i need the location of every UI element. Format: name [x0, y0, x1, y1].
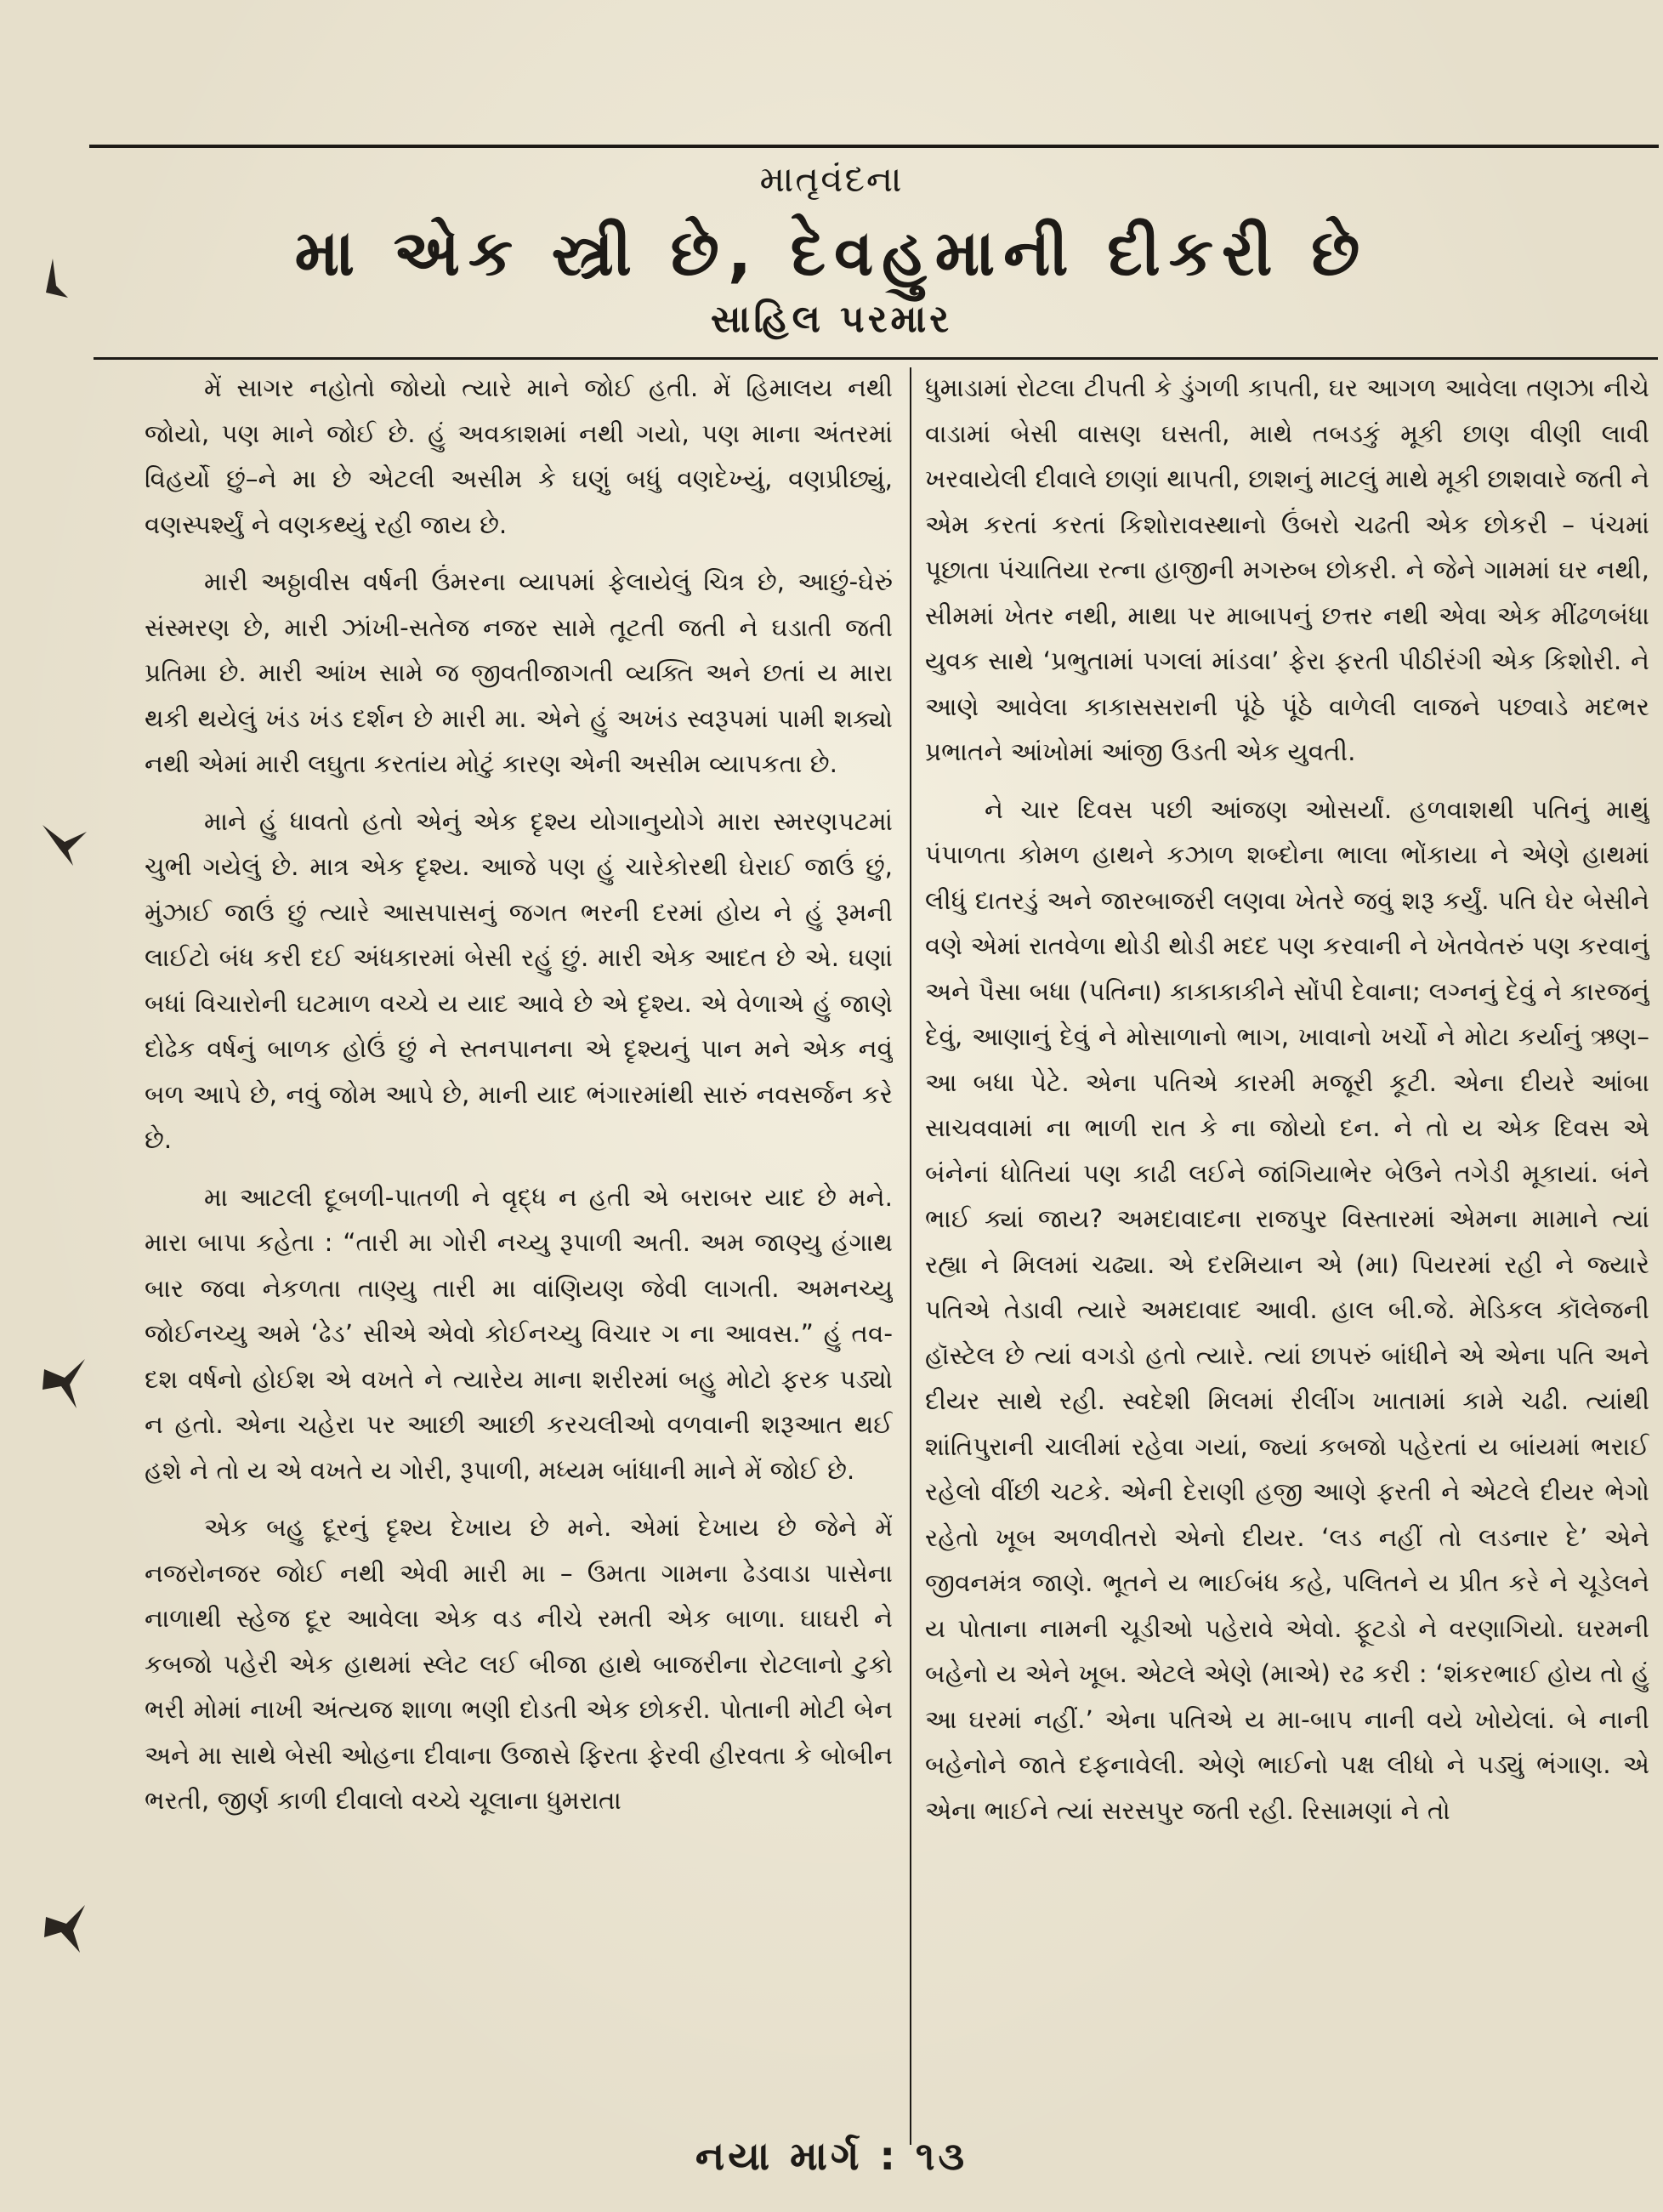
paragraph: ધુમાડામાં રોટલા ટીપતી કે ડુંગળી કાપતી, ઘર આગળ આવેલા તણઝા નીચે વાડામાં બેસી વાસણ ઘસતી, માથે તબડકું મૂકી છાણ વીણી લાવી ખરવાયેલી દીવાલે છાણાં થાપતી, છાશનું માટલું માથે મૂકી છાશવારે જતી ને એમ કરતાં કરતાં કિશોરાવસ્થાનો ઉંબરો ચઢતી એક છોકરી – પંચમાં પૂછાતા પંચાતિયા રત્ના હાજીની મગરુબ છોકરી. ને જેને ગામમાં ઘર નથી, સીમમાં ખેતર નથી, માથા પર માબાપનું છત્તર નથી એવા એક મીંઢળબંધા યુવક સાથે ‘પ્રભુતામાં પગલાં માંડવા’ ફેરા ફરતી પીઠીરંગી એક કિશોરી. ને આણે આવેલા કાકાસસરાની પૂંઠે પૂંઠે વાળેલી લાજને પછવાડે મદભર પ્રભાતને આંખોમાં આંજી ઉડતી એક યુવતી.	[925, 373, 1649, 766]
section-kicker: માતૃવંદના	[759, 158, 904, 200]
binding-tear-mark	[41, 1896, 92, 1965]
header-bottom-rule	[94, 357, 1658, 360]
author-name: સાહિલ પરમાર	[710, 298, 953, 341]
paragraph: ને ચાર દિવસ પછી આંજણ ઓસર્યાં. હળવાશથી પતિનું માથું પંપાળતા કોમળ હાથને કઝાળ શબ્દોના ભાલા ભોંકાયા ને એણે હાથમાં લીધું દાતરડું અને જારબાજરી લણવા ખેતરે જવું શરૂ કર્યું. પતિ ઘેર બેસીને વણે એમાં રાતવેળા થોડી થોડી મદદ પણ કરવાની ને ખેતવેતરું પણ કરવાનું અને પૈસા બધા (પતિના) કાકાકાકીને સોંપી દેવાના; લગ્નનું દેવું ને કારજનું દેવું, આણાનું દેવું ને મોસાળાનો ભાગ, ખાવાનો ખર્ચો ને મોટા કર્યાનું ઋણ–આ બધા પેટે. એના પતિએ કારમી મજૂરી કૂટી. એના દીયરે આંબા સાચવવામાં ના ભાળી રાત કે ના જોયો દન. ને તો ય એક દિવસ એ બંનેનાં ધોતિયાં પણ કાઢી લઈને જાંગિયાભેર બેઉને તગેડી મૂકાયાં. બંને ભાઈ ક્યાં જાય? અમદાવાદના રાજપુર વિસ્તારમાં એમના મામાને ત્યાં રહ્યા ને મિલમાં ચઢ્યા. એ દરમિયાન એ (મા) પિયરમાં રહી ને જ્યારે પતિએ તેડાવી ત્યારે અમદાવાદ આવી. હાલ બી.જે. મેડિકલ કૉલેજની હૉસ્ટેલ છે ત્યાં વગડો હતો ત્યારે. ત્યાં છાપરું બાંધીને એ એના પતિ અને દીયર સાથે રહી. સ્વદેશી મિલમાં રીલીંગ ખાતામાં કામે ચઢી. ત્યાંથી શાંતિપુરાની ચાલીમાં રહેવા ગયાં, જ્યાં કબજો પહેરતાં ય બાંયમાં ભરાઈ રહેલો વીંછી ચટકે. એની દેરાણી હજી આણે ફરતી ને એટલે દીયર ભેગો રહેતો ખૂબ અળવીતરો એનો દીયર. ‘લડ નહીં તો લડનાર દે’ એને જીવનમંત્ર જાણે. ભૂતને ય ભાઈબંધ કહે, પલિતને ય પ્રીત કરે ને ચૂડેલને ય પોતાના નામની ચૂડીઓ પહેરાવે એવો. ફૂટડો ને વરણાગિયો. ઘરમની બહેનો ય એને ખૂબ. એટલે એણે (માએ) રઢ કરી : ‘શંકરભાઈ હોય તો હું આ ઘરમાં નહીં.’ એના પતિએ ય મા-બાપ નાની વયે ખોયેલાં. બે નાની બહેનોને જાતે દફનાવેલી. એણે ભાઈનો પક્ષ લીધો ને પડ્યું ભંગાણ. એ એના ભાઈને ત્યાં સરસપુર જતી રહી. રિસામણાં ને તો	[925, 794, 1649, 1825]
right-column	[925, 366, 1649, 2041]
paragraph: માને હું ધાવતો હતો એનું એક દૃશ્ય યોગાનુયોગે મારા સ્મરણપટમાં ચુભી ગયેલું છે. માત્ર એક દૃશ્ય. આજે પણ હું ચારેકોરથી ઘેરાઈ જાઉં છું, મુંઝાઈ જાઉં છું ત્યારે આસપાસનું જગત ભરની દરમાં હોય ને હું રૂમની લાઈટો બંધ કરી દઈ અંધકારમાં બેસી રહું છું. મારી એક આદત છે એ. ઘણાં બધાં વિચારોની ઘટમાળ વચ્ચે ય યાદ આવે છે એ દૃશ્ય. એ વેળાએ હું જાણે દોઢેક વર્ષનું બાળક હોઉં છું ને સ્તનપાનના એ દૃશ્યનું પાન મને એક નવું બળ આપે છે, નવું જોમ આપે છે, માની યાદ ભંગારમાંથી સારું નવસર્જન કરે છે.	[145, 806, 893, 1154]
top-rule	[89, 145, 1659, 148]
paragraph: મેં સાગર નહોતો જોયો ત્યારે માને જોઈ હતી. મેં હિમાલય નથી જોયો, પણ માને જોઈ છે. હું અવકાશમાં નથી ગયો, પણ માના અંતરમાં વિહર્યો છું–ને મા છે એટલી અસીમ કે ઘણું બધું વણદેખ્યું, વણપ્રીછ્યું, વણસ્પર્શ્યું ને વણકથ્યું રહી જાય છે.	[145, 373, 893, 539]
paragraph: મારી અઠ્ઠાવીસ વર્ષની ઉંમરના વ્યાપમાં ફેલાયેલું ચિત્ર છે, આછું-ઘેરું સંસ્મરણ છે, મારી ઝાંખી-સતેજ નજર સામે તૂટતી જતી ને ઘડાતી જતી પ્રતિમા છે. મારી આંખ સામે જ જીવતીજાગતી વ્યક્તિ અને છતાં ય મારા થકી થયેલું ખંડ ખંડ દર્શન છે મારી મા. એને હું અખંડ સ્વરૂપમાં પામી શક્યો નથી એમાં મારી લઘુતા કરતાંય મોટું કારણ એની અસીમ વ્યાપકતા છે.	[145, 567, 893, 778]
paragraph: એક બહુ દૂરનું દૃશ્ય દેખાય છે મને. એમાં દેખાય છે જેને મેં નજરોનજર જોઈ નથી એવી મારી મા – ઉમતા ગામના ઢેડવાડા પાસેના નાળાથી સ્હેજ દૂર આવેલા એક વડ નીચે રમતી એક બાળા. ઘાઘરી ને કબજો પહેરી એક હાથમાં સ્લેટ લઈ બીજા હાથે બાજરીના રોટલાનો ટુકો ભરી મોમાં નાખી અંત્યજ શાળા ભણી દોડતી એક છોકરી. પોતાની મોટી બેન અને મા સાથે બેસી ઓહના દીવાના ઉજાસે ફિરતા ફેરવી હીરવતા કે બોબીન ભરતી, જીર્ણ કાળી દીવાલો વચ્ચે ચૂલાના ધુમરાતા	[145, 1513, 893, 1815]
paragraph: મા આટલી દૂબળી-પાતળી ને વૃદ્ધ ન હતી એ બરાબર યાદ છે મને. મારા બાપા કહેતા : “તારી મા ગોરી નચ્યુ રૂપાળી અતી. અમ જાણ્યુ હંગાથ બાર જવા નેકળતા તાણ્યુ તારી મા વાંણિયણ જેવી લાગતી. અમનચ્યુ જોઈનચ્યુ અમે ‘ઢેડ’ સીએ એવો કોઈનચ્યુ વિચાર ગ ના આવસ.” હું તવ-દશ વર્ષનો હોઈશ એ વખતે ને ત્યારેય માના શરીરમાં બહુ મોટો ફરક પડ્યો ન હતો. એના ચહેરા પર આછી આછી કરચલીઓ વળવાની શરૂઆત થઈ હશે ને તો ય એ વખતે ય ગોરી, રૂપાળી, મધ્યમ બાંધાની માને મેં જોઈ છે.	[145, 1182, 893, 1485]
binding-tear-mark	[37, 255, 71, 316]
column-divider	[910, 367, 911, 2145]
left-column	[145, 366, 893, 2041]
binding-tear-mark	[39, 816, 90, 877]
binding-tear-mark	[39, 1352, 90, 1421]
page-footer: નયા માર્ગ : ૧૩	[695, 2133, 968, 2179]
article-title: મા એક સ્ત્રી છે, દેવહુમાની દીકરી છે	[294, 217, 1369, 290]
